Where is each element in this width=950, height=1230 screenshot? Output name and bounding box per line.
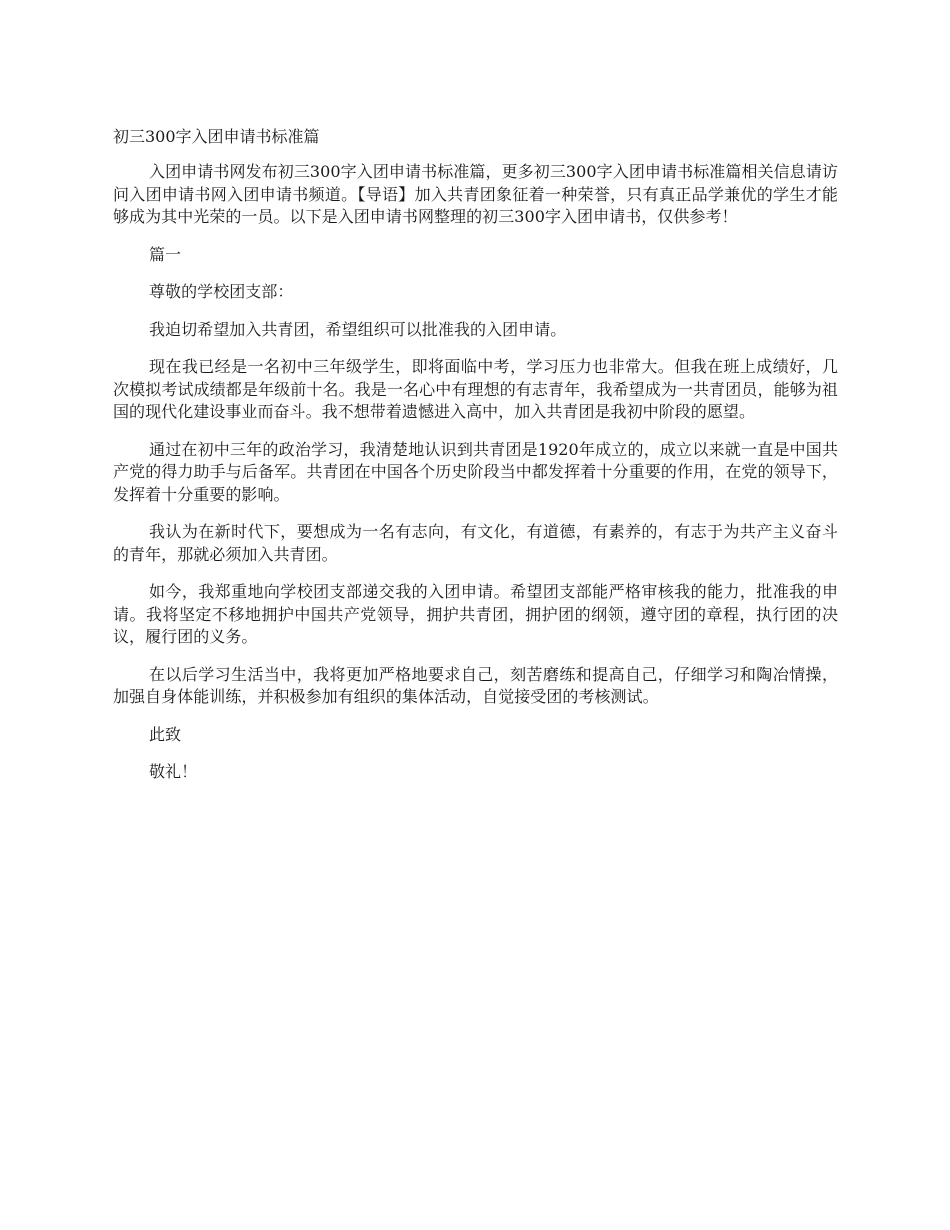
paragraph-belief: 我认为在新时代下，要想成为一名有志向，有文化，有道德，有素养的，有志于为共产主义奋斗的青年，那就必须加入共青团。 (113, 522, 838, 564)
paragraph-intro: 入团申请书网发布初三300字入团申请书标准篇，更多初三300字入团申请书标准篇相关信息请访问入团申请书网入团申请书频道。【导语】加入共青团象征着一种荣誉，只有真正品学兼优的学生才能够成为其中光荣的一员。以下是入团申请书网整理的初三300字入团申请书，仅供参考！ (113, 162, 838, 226)
paragraph-understanding: 通过在初中三年的政治学习，我清楚地认识到共青团是1920年成立的，成立以来就一直是中国共产党的得力助手与后备军。共青团在中国各个历史阶段当中都发挥着十分重要的作用，在党的领导下，发挥着十分重要的影响。 (113, 439, 838, 504)
paragraph-closing: 此致 (149, 724, 182, 744)
paragraph-wish: 我迫切希望加入共青团，希望组织可以批准我的入团申请。 (149, 319, 567, 339)
paragraph-commitment: 在以后学习生活当中，我将更加严格地要求自己，刻苦磨练和提高自己，仔细学习和陶冶情操，加强自身体能训练，并积极参加有组织的集体活动，自觉接受团的考核测试。 (113, 664, 838, 706)
paragraph-application: 如今，我郑重地向学校团支部递交我的入团申请。希望团支部能严格审核我的能力，批准我的申请。我将坚定不移地拥护中国共产党领导，拥护共青团，拥护团的纲领，遵守团的章程，执行团的决议，履行团的义务。 (113, 582, 838, 646)
paragraph-salutation: 尊敬的学校团支部： (149, 282, 294, 301)
paragraph-regards: 敬礼！ (149, 762, 198, 781)
paragraph-section-label: 篇一 (149, 244, 182, 264)
document-title: 初三300字入团申请书标准篇 (113, 127, 320, 146)
document-page (113, 126, 838, 799)
paragraph-current-status: 现在我已经是一名初中三年级学生，即将面临中考，学习压力也非常大。但我在班上成绩好，几次模拟考试成绩都是年级前十名。我是一名心中有理想的有志青年，我希望成为一共青团员，能够为祖国的现代化建设事业而奋斗。我不想带着遗憾进入高中，加入共青团是我初中阶段的愿望。 (113, 357, 838, 421)
